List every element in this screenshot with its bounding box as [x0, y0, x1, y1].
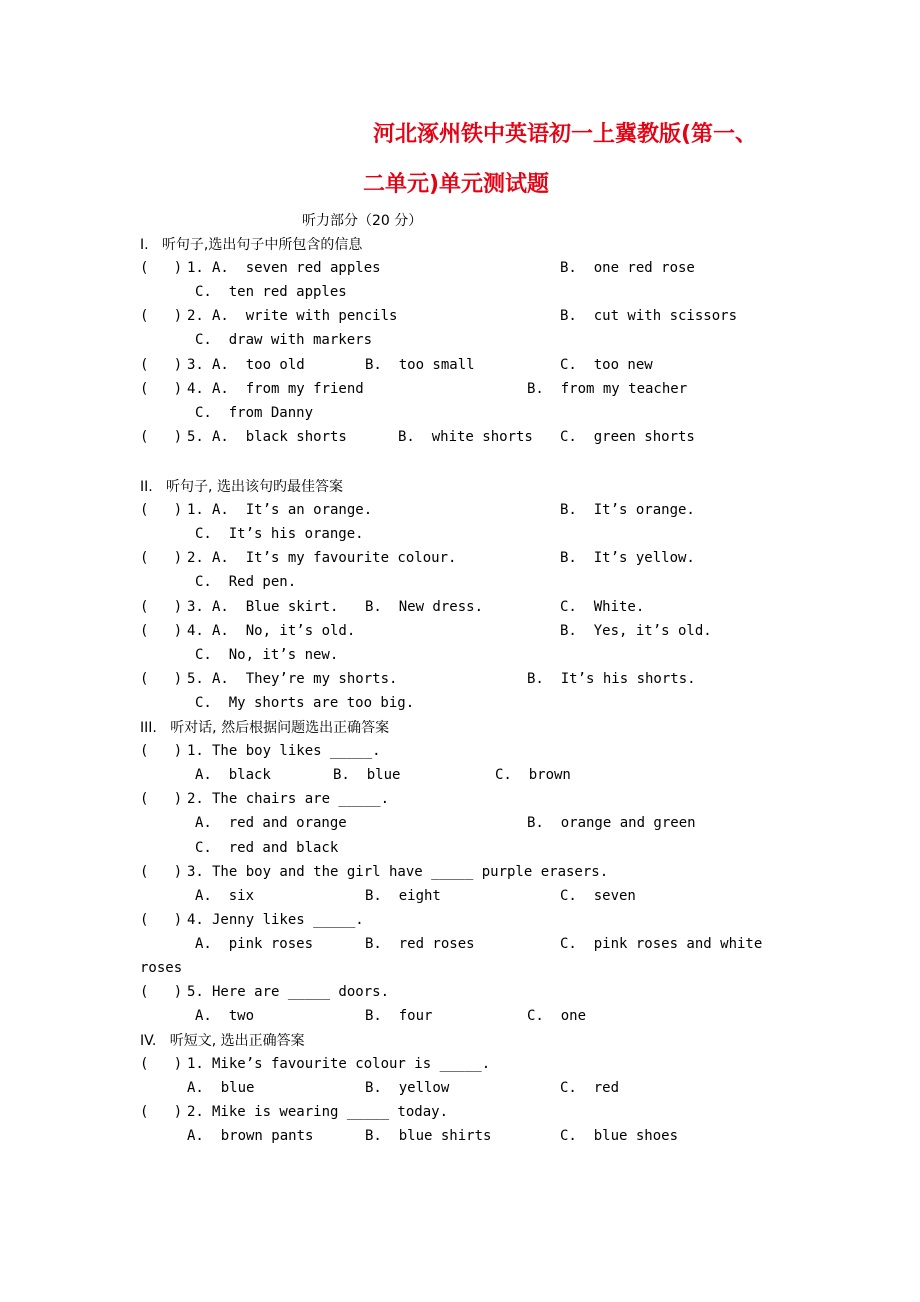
question-number: 5.: [187, 984, 204, 1001]
question-number: 2.: [187, 550, 204, 567]
question-number: 4.: [187, 380, 204, 397]
option-c: C. ten red apples: [195, 284, 347, 301]
option-a: A. Blue skirt.: [212, 598, 339, 615]
option-b: B. It’s his shorts.: [527, 670, 696, 687]
option-b: B. white shorts: [398, 428, 533, 445]
option-c: C. No, it’s new.: [195, 646, 339, 663]
option-c: C. pink roses and white: [560, 935, 763, 952]
question-number: 3.: [187, 598, 204, 615]
section-4-heading: IV. 听短文, 选出正确答案: [140, 1033, 305, 1049]
option-a: A. too old: [212, 356, 305, 373]
option-c: C. White.: [560, 598, 645, 615]
question-number: 2.: [187, 791, 204, 808]
option-a: A. It’s an orange.: [212, 502, 373, 519]
option-a: A. from my friend: [212, 380, 364, 397]
option-a: A. seven red apples: [212, 260, 381, 277]
option-a: A. black shorts: [212, 428, 347, 445]
section-3-heading: III. 听对话, 然后根据问题选出正确答案: [140, 720, 390, 736]
listening-header: 听力部分（20 分）: [302, 213, 423, 229]
option-c: C. one: [527, 1008, 587, 1025]
answer-blank[interactable]: ( ): [140, 598, 183, 615]
option-a: A. It’s my favourite colour.: [212, 550, 457, 567]
question-stem: Mike’s favourite colour is _____.: [212, 1056, 491, 1073]
option-b: B. orange and green: [527, 815, 696, 832]
question-number: 1.: [187, 260, 204, 277]
question-number: 2.: [187, 1104, 204, 1121]
option-c: C. green shorts: [560, 428, 695, 445]
answer-blank[interactable]: ( ): [140, 550, 183, 567]
question-stem: The boy likes _____.: [212, 743, 381, 760]
option-c: C. blue shoes: [560, 1128, 679, 1145]
option-b: B. New dress.: [365, 598, 484, 615]
section-1-heading: I. 听句子,选出句子中所包含的信息: [140, 237, 363, 253]
option-c: C. seven: [560, 887, 636, 904]
option-a: A. pink roses: [195, 935, 314, 952]
answer-blank[interactable]: ( ): [140, 260, 183, 277]
question-stem: Mike is wearing _____ today.: [212, 1104, 449, 1121]
section-2-heading: II. 听句子, 选出该句旳最佳答案: [140, 479, 343, 495]
option-c: C. from Danny: [195, 404, 314, 421]
answer-blank[interactable]: ( ): [140, 428, 183, 445]
answer-blank[interactable]: ( ): [140, 984, 183, 1001]
answer-blank[interactable]: ( ): [140, 743, 183, 760]
option-c: C. brown: [495, 767, 571, 784]
option-b: B. Yes, it’s old.: [560, 622, 712, 639]
question-stem: The boy and the girl have _____ purple erasers.: [212, 863, 609, 880]
option-b: B. It’s orange.: [560, 502, 695, 519]
option-c: C. It’s his orange.: [195, 526, 364, 543]
option-c: C. My shorts are too big.: [195, 694, 415, 711]
option-a: A. two: [195, 1008, 255, 1025]
option-c: C. too new: [560, 356, 653, 373]
answer-blank[interactable]: ( ): [140, 791, 183, 808]
answer-blank[interactable]: ( ): [140, 502, 183, 519]
option-b: B. cut with scissors: [560, 308, 738, 325]
answer-blank[interactable]: ( ): [140, 1056, 183, 1073]
option-c: C. red and black: [195, 839, 339, 856]
answer-blank[interactable]: ( ): [140, 622, 183, 639]
option-b: B. eight: [365, 887, 441, 904]
question-number: 4.: [187, 911, 204, 928]
question-stem: Jenny likes _____.: [212, 911, 364, 928]
question-stem: The chairs are _____.: [212, 791, 390, 808]
option-b: B. red roses: [365, 935, 475, 952]
answer-blank[interactable]: ( ): [140, 1104, 183, 1121]
option-a: A. No, it’s old.: [212, 622, 356, 639]
question-number: 1.: [187, 502, 204, 519]
question-number: 2.: [187, 308, 204, 325]
option-b: B. from my teacher: [527, 380, 688, 397]
option-a: A. write with pencils: [212, 308, 398, 325]
answer-blank[interactable]: ( ): [140, 911, 183, 928]
option-a: A. brown pants: [187, 1128, 314, 1145]
option-a: A. six: [195, 887, 255, 904]
option-b: B. four: [365, 1008, 433, 1025]
answer-blank[interactable]: ( ): [140, 863, 183, 880]
option-a: A. black: [195, 767, 271, 784]
question-number: 3.: [187, 863, 204, 880]
option-b: B. It’s yellow.: [560, 550, 695, 567]
option-a: A. blue: [187, 1080, 255, 1097]
answer-blank[interactable]: ( ): [140, 308, 183, 325]
document-title-line-1: 河北涿州铁中英语初一上冀教版(第一、: [373, 122, 758, 147]
answer-blank[interactable]: ( ): [140, 380, 183, 397]
question-number: 5.: [187, 670, 204, 687]
answer-blank[interactable]: ( ): [140, 670, 183, 687]
document-title-line-2: 二单元)单元测试题: [363, 172, 550, 197]
question-number: 1.: [187, 1056, 204, 1073]
question-number: 4.: [187, 622, 204, 639]
option-b: B. blue: [333, 767, 401, 784]
question-number: 3.: [187, 356, 204, 373]
option-a: A. red and orange: [195, 815, 347, 832]
option-a: A. They’re my shorts.: [212, 670, 398, 687]
question-number: 5.: [187, 428, 204, 445]
answer-blank[interactable]: ( ): [140, 356, 183, 373]
option-b: B. too small: [365, 356, 475, 373]
option-b: B. blue shirts: [365, 1128, 492, 1145]
question-stem: Here are _____ doors.: [212, 984, 390, 1001]
option-c: C. draw with markers: [195, 332, 373, 349]
option-c-continued: roses: [140, 960, 183, 976]
option-c: C. Red pen.: [195, 574, 297, 591]
option-b: B. one red rose: [560, 260, 695, 277]
question-number: 1.: [187, 743, 204, 760]
option-b: B. yellow: [365, 1080, 450, 1097]
option-c: C. red: [560, 1080, 620, 1097]
